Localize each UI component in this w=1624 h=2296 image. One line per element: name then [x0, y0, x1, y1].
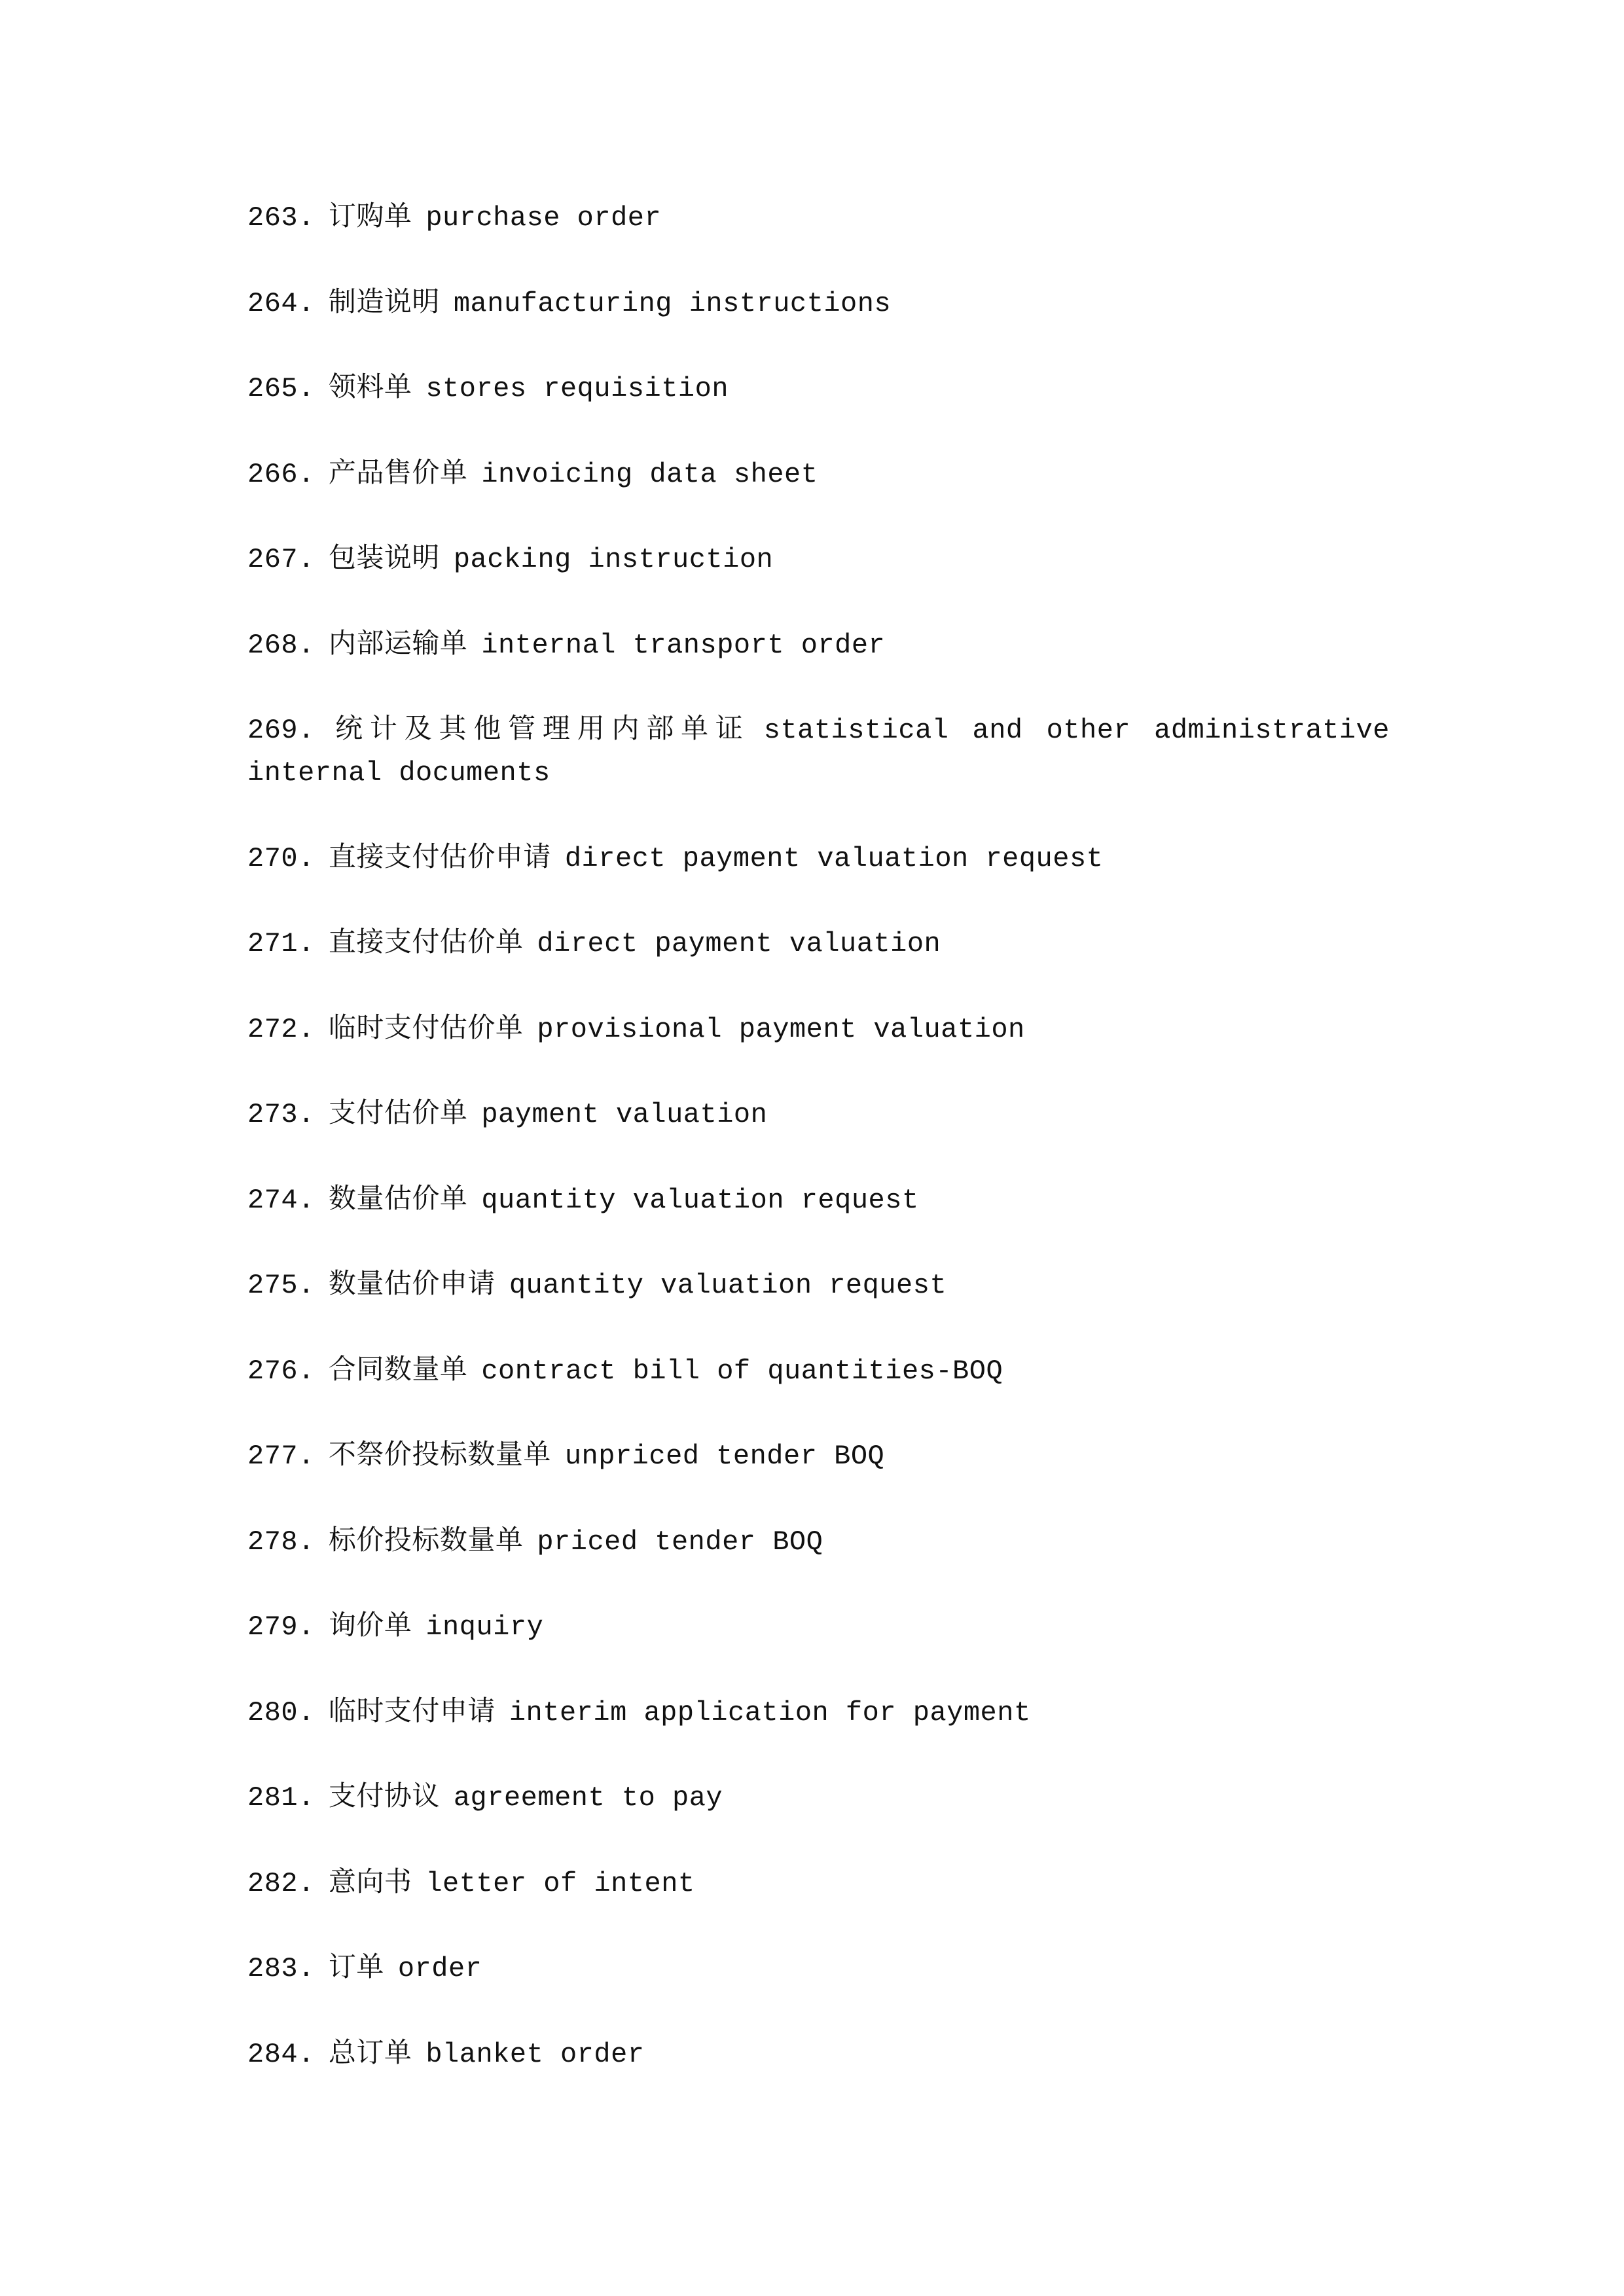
chinese-term: 制造说明: [328, 287, 440, 319]
entry-number: 280.: [247, 1696, 315, 1729]
entry-number: 271.: [247, 928, 315, 960]
chinese-term: 临时支付估价单: [328, 1013, 524, 1045]
glossary-entry: [247, 1863, 1390, 1905]
glossary-entry: [247, 368, 1390, 410]
english-term: internal transport order: [481, 629, 886, 661]
entry-number: 278.: [247, 1526, 315, 1558]
entry-number: 279.: [247, 1611, 315, 1643]
entry-number: 267.: [247, 544, 315, 575]
chinese-term: 总订单: [328, 2038, 412, 2070]
glossary-entry: [247, 2034, 1390, 2076]
english-term: order: [397, 1953, 482, 1984]
english-term: purchase order: [425, 202, 662, 234]
glossary-entry: [247, 709, 1390, 795]
entry-number: 281.: [247, 1782, 315, 1814]
chinese-term: 支付估价单: [328, 1099, 468, 1130]
english-term: invoicing data sheet: [481, 458, 818, 490]
glossary-entry: [247, 1350, 1390, 1393]
chinese-term: 临时支付申请: [328, 1696, 496, 1729]
chinese-term: 领料单: [328, 373, 412, 404]
glossary-entry: [247, 1094, 1390, 1136]
chinese-term: 订购单: [328, 202, 412, 234]
chinese-term: 数量估价单: [328, 1184, 468, 1216]
glossary-entry: [247, 1777, 1390, 1820]
entry-number: 265.: [247, 373, 315, 404]
entry-number: 272.: [247, 1013, 315, 1045]
english-term: packing instruction: [453, 544, 774, 575]
glossary-entry: [247, 197, 1390, 240]
glossary-entry: [247, 1692, 1390, 1734]
english-term: contract bill of quantities-BOQ: [481, 1355, 1003, 1387]
english-term: provisional payment valuation: [537, 1013, 1025, 1045]
glossary-entry: [247, 454, 1390, 496]
glossary-entry: [247, 1606, 1390, 1649]
english-term: unpriced tender BOQ: [564, 1441, 885, 1472]
entry-number: 276.: [247, 1355, 315, 1387]
english-term: interim application for payment: [509, 1696, 1031, 1729]
glossary-entry: [247, 539, 1390, 581]
chinese-term: 直接支付估价单: [328, 928, 524, 960]
entry-number: 263.: [247, 202, 315, 234]
english-term: stores requisition: [425, 373, 729, 404]
english-term: priced tender BOQ: [537, 1526, 823, 1558]
chinese-term: 产品售价单: [328, 458, 468, 490]
document-page: [247, 197, 1390, 2119]
chinese-term: 询价单: [328, 1611, 412, 1643]
entry-number: 277.: [247, 1441, 315, 1472]
glossary-entry: [247, 283, 1390, 325]
english-term: quantity valuation request: [481, 1184, 919, 1216]
chinese-term: 订单: [328, 1953, 384, 1984]
english-term: agreement to pay: [453, 1782, 723, 1814]
chinese-term: 直接支付估价申请: [328, 842, 551, 874]
entry-number: 282.: [247, 1867, 315, 1899]
glossary-entry: [247, 1265, 1390, 1307]
english-term: quantity valuation request: [509, 1270, 947, 1301]
glossary-entry: [247, 1009, 1390, 1051]
entry-number: 264.: [247, 287, 315, 319]
chinese-term: 支付协议: [328, 1782, 440, 1814]
chinese-term: 标价投标数量单: [328, 1526, 524, 1558]
chinese-term: 合同数量单: [328, 1355, 468, 1387]
chinese-term: 意向书: [328, 1867, 412, 1899]
entry-number: 266.: [247, 458, 315, 490]
glossary-entry: [247, 838, 1390, 880]
chinese-term: 数量估价申请: [328, 1270, 496, 1301]
chinese-term: 不祭价投标数量单: [328, 1441, 551, 1472]
entry-number: 284.: [247, 2038, 315, 2070]
chinese-term: 内部运输单: [328, 629, 468, 661]
glossary-entry: [247, 1435, 1390, 1478]
english-term: letter of intent: [425, 1867, 695, 1899]
glossary-entry: [247, 923, 1390, 965]
glossary-entry: [247, 1948, 1390, 1990]
english-term: payment valuation: [481, 1099, 768, 1130]
glossary-entry: [247, 1521, 1390, 1564]
english-term: blanket order: [425, 2038, 645, 2070]
entry-number: 274.: [247, 1184, 315, 1216]
entry-number: 283.: [247, 1953, 315, 1984]
english-term: manufacturing instructions: [453, 287, 892, 319]
english-term: direct payment valuation: [537, 928, 941, 960]
english-term: direct payment valuation request: [564, 842, 1104, 874]
chinese-term: 包装说明: [328, 544, 440, 575]
english-term: inquiry: [425, 1611, 544, 1643]
chinese-term: 统计及其他管理用内部单证: [328, 715, 750, 746]
glossary-entry: [247, 624, 1390, 667]
english-term: statistical and other administrative internal documents: [247, 715, 1390, 789]
entry-number: 269.: [247, 715, 315, 746]
entry-number: 270.: [247, 842, 315, 874]
entry-number: 275.: [247, 1270, 315, 1301]
glossary-entry: [247, 1179, 1390, 1222]
entry-number: 273.: [247, 1099, 315, 1130]
entry-number: 268.: [247, 629, 315, 661]
